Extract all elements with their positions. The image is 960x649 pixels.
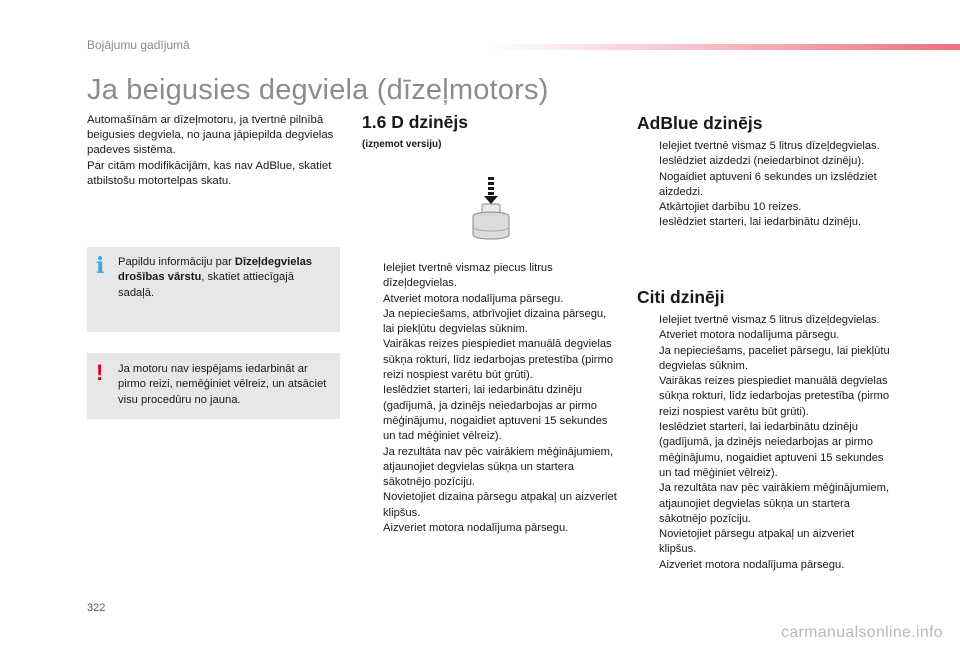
d16-subnote: (izņemot versiju)	[362, 139, 442, 150]
d16-step	[362, 292, 617, 307]
warning-box	[87, 353, 340, 419]
d16-steps-list	[362, 261, 617, 536]
warning-box-text	[118, 362, 332, 408]
heading-other-engines: Citi dzinēji	[637, 287, 725, 307]
info-icon: i	[96, 253, 105, 279]
other-step-text: Vairākas reizes piespiediet manuālā degvielas sūkņa rokturi, līdz iedarbojas pretestība (pirmo reizi nospiest varētu būt grūti).	[659, 375, 890, 418]
d16-step	[362, 307, 617, 338]
other-step-text: Novietojiet pārsegu atpakaļ un aizveriet klipšus.	[659, 528, 855, 556]
d16-step-text: Atveriet motora nodalījuma pārsegu.	[383, 292, 564, 305]
other-step-text: Ieslēdziet starteri, lai iedarbinātu dzinēju (gadījumā, ja dzinējs neiedarbojas ar pirmo mēģinājumu, nogaidiet aptuveni 15 sekundes un tad mēģiniet vēlreiz).	[659, 421, 884, 479]
intro-text	[87, 113, 347, 189]
warning-icon: !	[96, 360, 104, 385]
d16-step	[362, 337, 617, 383]
other-step	[638, 481, 894, 527]
other-step-text: Ja nepieciešams, paceliet pārsegu, lai piekļūtu degvielas sūknim.	[659, 344, 890, 372]
other-step	[638, 313, 894, 328]
d16-step	[362, 490, 617, 521]
page-title: Ja beigusies degviela (dīzeļmotors)	[87, 74, 549, 106]
other-step	[638, 527, 894, 558]
adblue-step	[638, 139, 888, 154]
heading-d16: 1.6 D dzinējs	[362, 112, 469, 132]
page-number: 322	[87, 602, 106, 614]
other-step-text: Aizveriet motora nodalījuma pārsegu.	[659, 558, 845, 571]
d16-step	[362, 445, 617, 491]
other-step-text: Ja rezultāta nav pēc vairākiem mēģinājumiem, atjaunojiet degvielas sūkņa un startera sākotnējo pozīciju.	[659, 482, 890, 525]
d16-step-text: Ielejiet tvertnē vismaz piecus litrus dīzeļdegvielas.	[383, 262, 553, 290]
info-box-text	[118, 255, 332, 301]
d16-step-text: Ja rezultāta nav pēc vairākiem mēģinājumiem, atjaunojiet degvielas sūkņa un startera sākotnējo pozīciju.	[383, 445, 614, 489]
info-text-link: Dīzeļdegvielas drošības vārstu	[118, 256, 313, 284]
adblue-step-text: Nogaidiet aptuveni 6 sekundes un izslēdziet aizdedzi.	[659, 170, 877, 198]
other-step	[638, 558, 894, 573]
fuel-primer-pump-icon	[460, 175, 522, 245]
adblue-step-text: Ieslēdziet starteri, lai iedarbinātu dzinēju.	[659, 216, 862, 229]
info-text-after: , skatiet attiecīgajā sadaļā.	[118, 271, 294, 299]
other-step	[638, 344, 894, 375]
intro-paragraph: Automašīnām ar dīzeļmotoru, ja tvertnē pilnībā beigusies degviela, no jauna jāpiepilda degvielas padeves sistēma.	[87, 114, 334, 157]
heading-adblue: AdBlue dzinējs	[637, 113, 763, 133]
adblue-step	[638, 170, 888, 201]
section-label: Bojājumu gadījumā	[87, 38, 190, 52]
header-decorative-rule	[490, 44, 960, 50]
adblue-step-text: Atkārtojiet darbību 10 reizes.	[659, 201, 802, 214]
other-steps-list	[638, 313, 894, 573]
adblue-steps-list	[638, 139, 888, 231]
d16-step-text: Ja nepieciešams, atbrīvojiet dizaina pārsegu, lai piekļūtu degvielas sūknim.	[383, 307, 607, 336]
d16-step-text: Novietojiet dizaina pārsegu atpakaļ un aizveriet klipšus.	[383, 491, 617, 519]
adblue-step-text: Ieslēdziet aizdedzi (neiedarbinot dzinēju).	[659, 155, 865, 168]
intro-paragraph: Par citām modifikācijām, kas nav AdBlue, skatiet atbilstošu motortelpas skatu.	[87, 159, 332, 187]
watermark: carmanualsonline.info	[781, 624, 943, 641]
adblue-step	[638, 215, 888, 230]
adblue-step	[638, 200, 888, 215]
d16-step-text: Aizveriet motora nodalījuma pārsegu.	[383, 522, 569, 535]
d16-step	[362, 383, 617, 444]
other-step-text: Atveriet motora nodalījuma pārsegu.	[659, 329, 840, 342]
warning-text: Ja motoru nav iespējams iedarbināt ar pirmo reizi, nemēģiniet vēlreiz, un atsāciet visu procedūru no jauna.	[118, 363, 327, 406]
adblue-step-text: Ielejiet tvertnē vismaz 5 litrus dīzeļdegvielas.	[659, 140, 880, 152]
d16-step-text: Vairākas reizes piespiediet manuālā degvielas sūkņa rokturi, līdz iedarbojas pretestība (pirmo reizi nospiest varētu būt grūti).	[383, 338, 614, 382]
d16-step	[362, 261, 617, 292]
d16-step	[362, 521, 617, 536]
adblue-step	[638, 154, 888, 169]
info-text-before: Papildu informāciju par	[118, 256, 235, 268]
other-step-text: Ielejiet tvertnē vismaz 5 litrus dīzeļdegvielas.	[659, 314, 880, 326]
other-step	[638, 328, 894, 343]
d16-step-text: Ieslēdziet starteri, lai iedarbinātu dzinēju (gadījumā, ja dzinējs neiedarbojas ar pirmo mēģinājumu, nogaidiet aptuveni 15 sekundes un tad mēģiniet vēlreiz).	[383, 384, 608, 443]
other-step	[638, 374, 894, 420]
info-box	[87, 247, 340, 332]
other-step	[638, 420, 894, 481]
